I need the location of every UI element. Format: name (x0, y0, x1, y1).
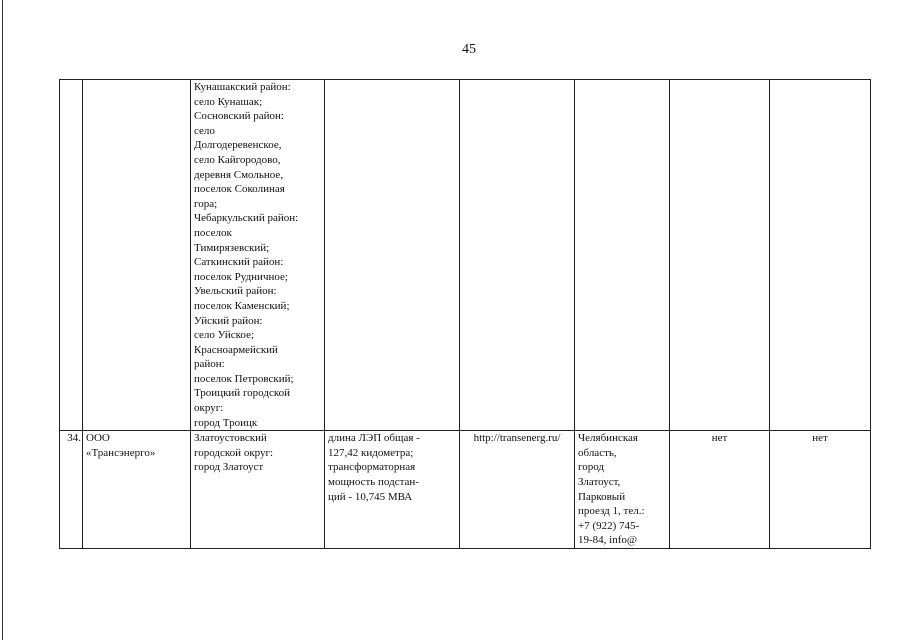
cell-col8 (670, 80, 770, 431)
organization-name: ООО «Трансэнерго» (83, 431, 191, 549)
territory-text: Златоустовский городской округ: город Златоуст (191, 431, 325, 549)
website-link[interactable]: http://transenerg.ru/ (460, 431, 575, 549)
page-left-border (2, 0, 3, 640)
network-characteristics: длина ЛЭП общая - 127,42 кидометра; трансформаторная мощность подстан- ций - 10,745 МВА (325, 431, 460, 549)
cell-organization (83, 80, 191, 431)
organizations-table (59, 79, 871, 549)
cell-characteristics (325, 80, 460, 431)
cell-number (60, 80, 83, 431)
col9-value: нет (770, 431, 871, 549)
col8-value: нет (670, 431, 770, 549)
table-row-continued (60, 80, 871, 431)
contact-address: Челябинская область, город Златоуст, Парковый проезд 1, тел.: +7 (922) 745- 19-84, info@ (575, 431, 670, 549)
table-row-34 (60, 431, 871, 549)
territory-list: Кунашакский район: село Кунашак; Сосновский район: село Долгодеревенское, село Кайгородово, деревня Смольное, поселок Соколиная гора; Чебаркульский район: поселок Тимирязевский; Саткинский район: поселок Рудничное; Увельский район: поселок Каменский; Уйский район: село Уйское; Красноармейский район: поселок Петровский; Троицкий городской округ: город Троицк (194, 81, 299, 429)
page-number: 45 (462, 42, 476, 57)
cell-address (575, 80, 670, 431)
row-number: 34. (60, 431, 83, 549)
cell-col9 (770, 80, 871, 431)
cell-territory (191, 80, 325, 431)
cell-website (460, 80, 575, 431)
